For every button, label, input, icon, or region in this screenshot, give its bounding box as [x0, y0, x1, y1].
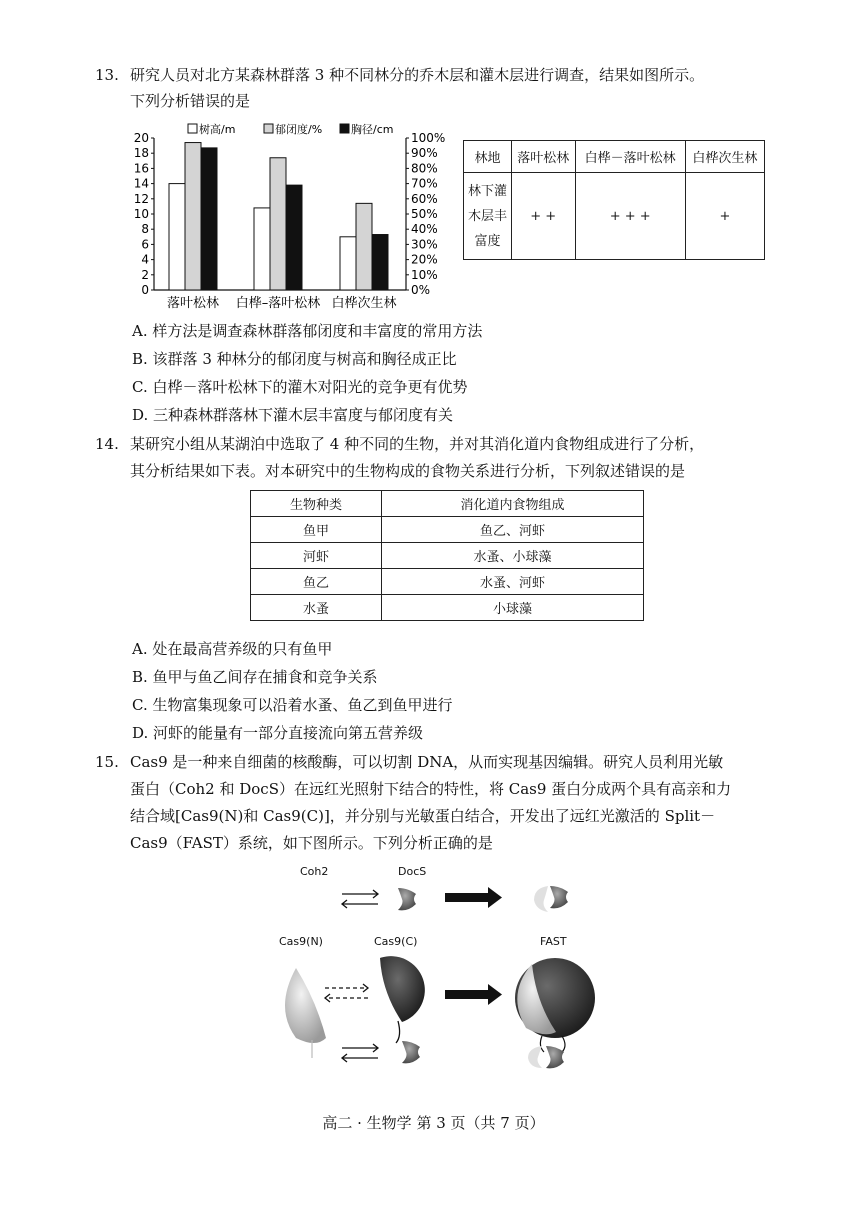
row-label-line: 林下灌: [467, 183, 507, 199]
q15-stem-line2: 蛋白（Coh2 和 DocS）在远红光照射下结合的特性，将 Cas9 蛋白分成两个具有高亲和力: [130, 780, 732, 798]
left-tick-label: 4: [141, 252, 149, 267]
right-tick-label: 90%: [411, 146, 438, 161]
label-fast: FAST: [540, 935, 567, 948]
q14-option-d: D. 河虾的能量有一部分直接流向第五营养级: [132, 724, 424, 742]
category-label: 落叶松林: [166, 296, 220, 311]
left-tick-label: 12: [133, 191, 149, 206]
docs-protein-icon: [402, 1041, 420, 1063]
right-tick-label: 20%: [411, 252, 438, 267]
q13-number: 13.: [95, 66, 119, 84]
q13-stem-line2: 下列分析错误的是: [130, 92, 251, 110]
fast-complex-icon: [515, 958, 595, 1068]
row-label-line: 木层丰: [467, 208, 507, 224]
q14-table-cell: 水蚤、小球藻: [382, 543, 644, 569]
bar: [254, 208, 270, 290]
page-footer: 高二 · 生物学 第 3 页（共 7 页）: [322, 1114, 545, 1132]
legend-swatch: [264, 124, 273, 133]
q13-table-header: 白桦－落叶松林: [575, 141, 685, 173]
double-arrow-icon: [342, 1044, 378, 1062]
q13-table-cell: + +: [511, 173, 575, 260]
q13-table-header: 林地: [464, 141, 512, 173]
left-tick-label: 14: [133, 176, 149, 191]
right-tick-label: 30%: [411, 237, 438, 252]
right-arrow-icon: [445, 887, 502, 908]
q14-table-cell: 鱼乙: [251, 569, 382, 595]
legend-swatch: [188, 124, 197, 133]
legend-label: 郁闭度/%: [275, 123, 323, 136]
bar: [185, 143, 201, 290]
bar: [286, 185, 302, 290]
q14-number: 14.: [95, 435, 119, 453]
q15-diagram: [270, 878, 620, 1078]
legend-swatch: [340, 124, 349, 133]
q13-option-d: D. 三种森林群落林下灌木层丰富度与郁闭度有关: [132, 406, 454, 424]
right-tick-label: 10%: [411, 267, 438, 282]
bar: [340, 237, 356, 290]
left-tick-label: 6: [141, 237, 149, 252]
coh2-docs-complex-icon: [534, 886, 568, 912]
legend-label: 树高/m: [199, 123, 236, 136]
q13-table-header: 白桦次生林: [685, 141, 764, 173]
cas9c-domain-icon: [380, 956, 425, 1022]
label-cas9c: Cas9(C): [374, 935, 418, 948]
q14-option-c: C. 生物富集现象可以沿着水蚤、鱼乙到鱼甲进行: [132, 696, 453, 714]
q15-stem-line1: Cas9 是一种来自细菌的核酸酶，可以切割 DNA，从而实现基因编辑。研究人员利用光敏: [130, 753, 724, 771]
left-tick-label: 10: [133, 207, 149, 221]
left-tick-label: 20: [133, 131, 149, 145]
category-label: 白桦次生林: [331, 296, 397, 311]
category-label: 白桦–落叶松林: [235, 296, 321, 311]
q14-table-cell: 小球藻: [382, 595, 644, 621]
q15-number: 15.: [95, 753, 119, 771]
legend-label: 胸径/cm: [351, 123, 394, 136]
double-arrow-icon: [342, 890, 378, 908]
q14-table: [250, 490, 644, 621]
right-tick-label: 50%: [411, 207, 438, 221]
right-arrow-icon: [445, 984, 502, 1005]
bar: [169, 184, 185, 290]
q14-table-cell: 水蚤、河虾: [382, 569, 644, 595]
right-tick-label: 40%: [411, 222, 438, 237]
right-tick-label: 70%: [411, 176, 438, 191]
right-tick-label: 100%: [411, 131, 446, 145]
q13-option-c: C. 白桦－落叶松林下的灌木对阳光的竞争更有优势: [132, 378, 468, 396]
right-tick-label: 0%: [411, 283, 431, 297]
label-docs: DocS: [398, 865, 427, 878]
bar: [372, 235, 388, 290]
bar: [270, 158, 286, 290]
q13-table: [463, 140, 765, 260]
q13-table-row-label: [464, 173, 512, 260]
label-cas9n: Cas9(N): [279, 935, 323, 948]
left-tick-label: 0: [141, 283, 149, 297]
q14-stem-line1: 某研究小组从某湖泊中选取了 4 种不同的生物，并对其消化道内食物组成进行了分析，: [130, 435, 705, 453]
row-label-line: 富度: [474, 233, 501, 249]
q14-option-b: B. 鱼甲与鱼乙间存在捕食和竞争关系: [132, 668, 378, 686]
q13-stem-line1: 研究人员对北方某森林群落 3 种不同林分的乔木层和灌木层进行调查，结果如图所示。: [130, 66, 705, 84]
left-tick-label: 8: [141, 222, 149, 237]
label-coh2: Coh2: [300, 865, 329, 878]
left-tick-label: 18: [133, 146, 149, 161]
q14-stem-line2: 其分析结果如下表。对本研究中的生物构成的食物关系进行分析，下列叙述错误的是: [130, 462, 686, 480]
q14-option-a: A. 处在最高营养级的只有鱼甲: [132, 640, 333, 658]
q13-option-b: B. 该群落 3 种林分的郁闭度与树高和胸径成正比: [132, 350, 457, 368]
cas9n-domain-icon: [285, 968, 326, 1043]
q15-stem-line3: 结合域[Cas9(N)和 Cas9(C)]，并分别与光敏蛋白结合，开发出了远红光激活的 Split－: [130, 807, 716, 825]
q13-bar-chart: [128, 120, 458, 315]
q15-stem-line4: Cas9（FAST）系统，如下图所示。下列分析正确的是: [130, 834, 493, 852]
q14-table-header: 生物种类: [251, 491, 382, 517]
right-tick-label: 80%: [411, 161, 438, 176]
q14-table-cell: 鱼乙、河虾: [382, 517, 644, 543]
docs-protein-icon: [398, 888, 416, 910]
q13-table-header: 落叶松林: [511, 141, 575, 173]
dashed-double-arrow-icon: [325, 988, 368, 998]
left-tick-label: 2: [141, 267, 149, 282]
q14-table-cell: 河虾: [251, 543, 382, 569]
q14-table-header: 消化道内食物组成: [382, 491, 644, 517]
bar: [356, 203, 372, 290]
left-tick-label: 16: [133, 161, 149, 176]
q13-table-cell: +: [685, 173, 764, 260]
right-tick-label: 60%: [411, 191, 438, 206]
bar: [201, 148, 217, 290]
q14-table-cell: 水蚤: [251, 595, 382, 621]
q14-table-cell: 鱼甲: [251, 517, 382, 543]
q13-option-a: A. 样方法是调查森林群落郁闭度和丰富度的常用方法: [132, 322, 483, 340]
q13-table-cell: + + +: [575, 173, 685, 260]
